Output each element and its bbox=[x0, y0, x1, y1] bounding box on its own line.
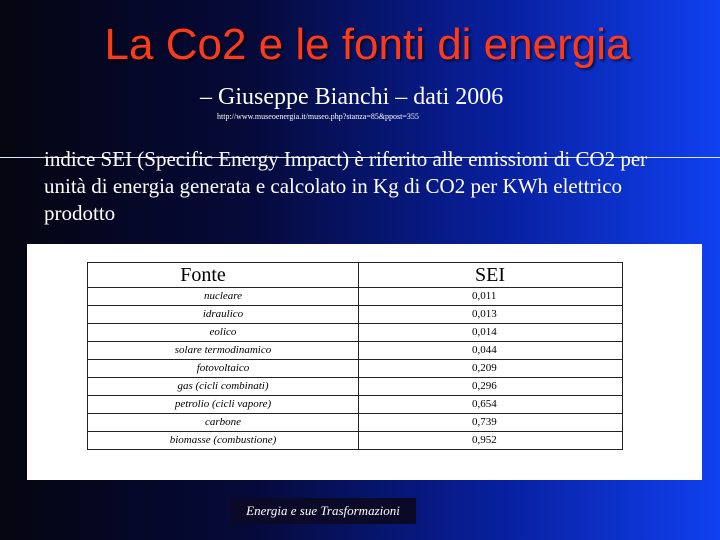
fonte-cell: petrolio (cicli vapore) bbox=[88, 396, 359, 414]
fonte-cell: eolico bbox=[88, 324, 359, 342]
table-panel bbox=[27, 244, 702, 480]
table-row bbox=[88, 288, 623, 306]
table-row bbox=[88, 360, 623, 378]
table-row bbox=[88, 342, 623, 360]
fonte-cell: solare termodinamico bbox=[88, 342, 359, 360]
column-header-sei: SEI bbox=[359, 263, 623, 288]
table-row bbox=[88, 324, 623, 342]
fonte-cell: nucleare bbox=[88, 288, 359, 306]
table-header-row bbox=[88, 263, 623, 288]
fonte-cell: biomasse (combustione) bbox=[88, 432, 359, 450]
table-row bbox=[88, 432, 623, 450]
fonte-cell: idraulico bbox=[88, 306, 359, 324]
source-url: http://www.museoenergia.it/museo.php?stanza=85&ppost=355 bbox=[217, 112, 419, 121]
fonte-cell: carbone bbox=[88, 414, 359, 432]
sei-cell: 0,654 bbox=[359, 396, 623, 414]
sei-cell: 0,739 bbox=[359, 414, 623, 432]
sei-cell: 0,011 bbox=[359, 288, 623, 306]
column-header-fonte: Fonte bbox=[88, 263, 359, 288]
sei-cell: 0,013 bbox=[359, 306, 623, 324]
sei-cell: 0,296 bbox=[359, 378, 623, 396]
sei-cell: 0,014 bbox=[359, 324, 623, 342]
sei-cell: 0,952 bbox=[359, 432, 623, 450]
sei-cell: 0,209 bbox=[359, 360, 623, 378]
fonte-cell: fotovoltaico bbox=[88, 360, 359, 378]
fonte-cell: gas (cicli combinati) bbox=[88, 378, 359, 396]
table-row bbox=[88, 378, 623, 396]
table-row bbox=[88, 396, 623, 414]
slide-subtitle: – Giuseppe Bianchi – dati 2006 bbox=[200, 84, 504, 110]
sei-cell: 0,044 bbox=[359, 342, 623, 360]
table-row bbox=[88, 414, 623, 432]
description-text: indice SEI (Specific Energy Impact) è riferito alle emissioni di CO2 per unità di energia generata e calcolato in Kg di CO2 per KWh elettrico prodotto bbox=[44, 147, 648, 225]
sei-table bbox=[87, 262, 623, 450]
table-row bbox=[88, 306, 623, 324]
slide-title: La Co2 e le fonti di energia bbox=[104, 20, 631, 69]
footer-label: Energia e sue Trasformazioni bbox=[230, 498, 416, 524]
